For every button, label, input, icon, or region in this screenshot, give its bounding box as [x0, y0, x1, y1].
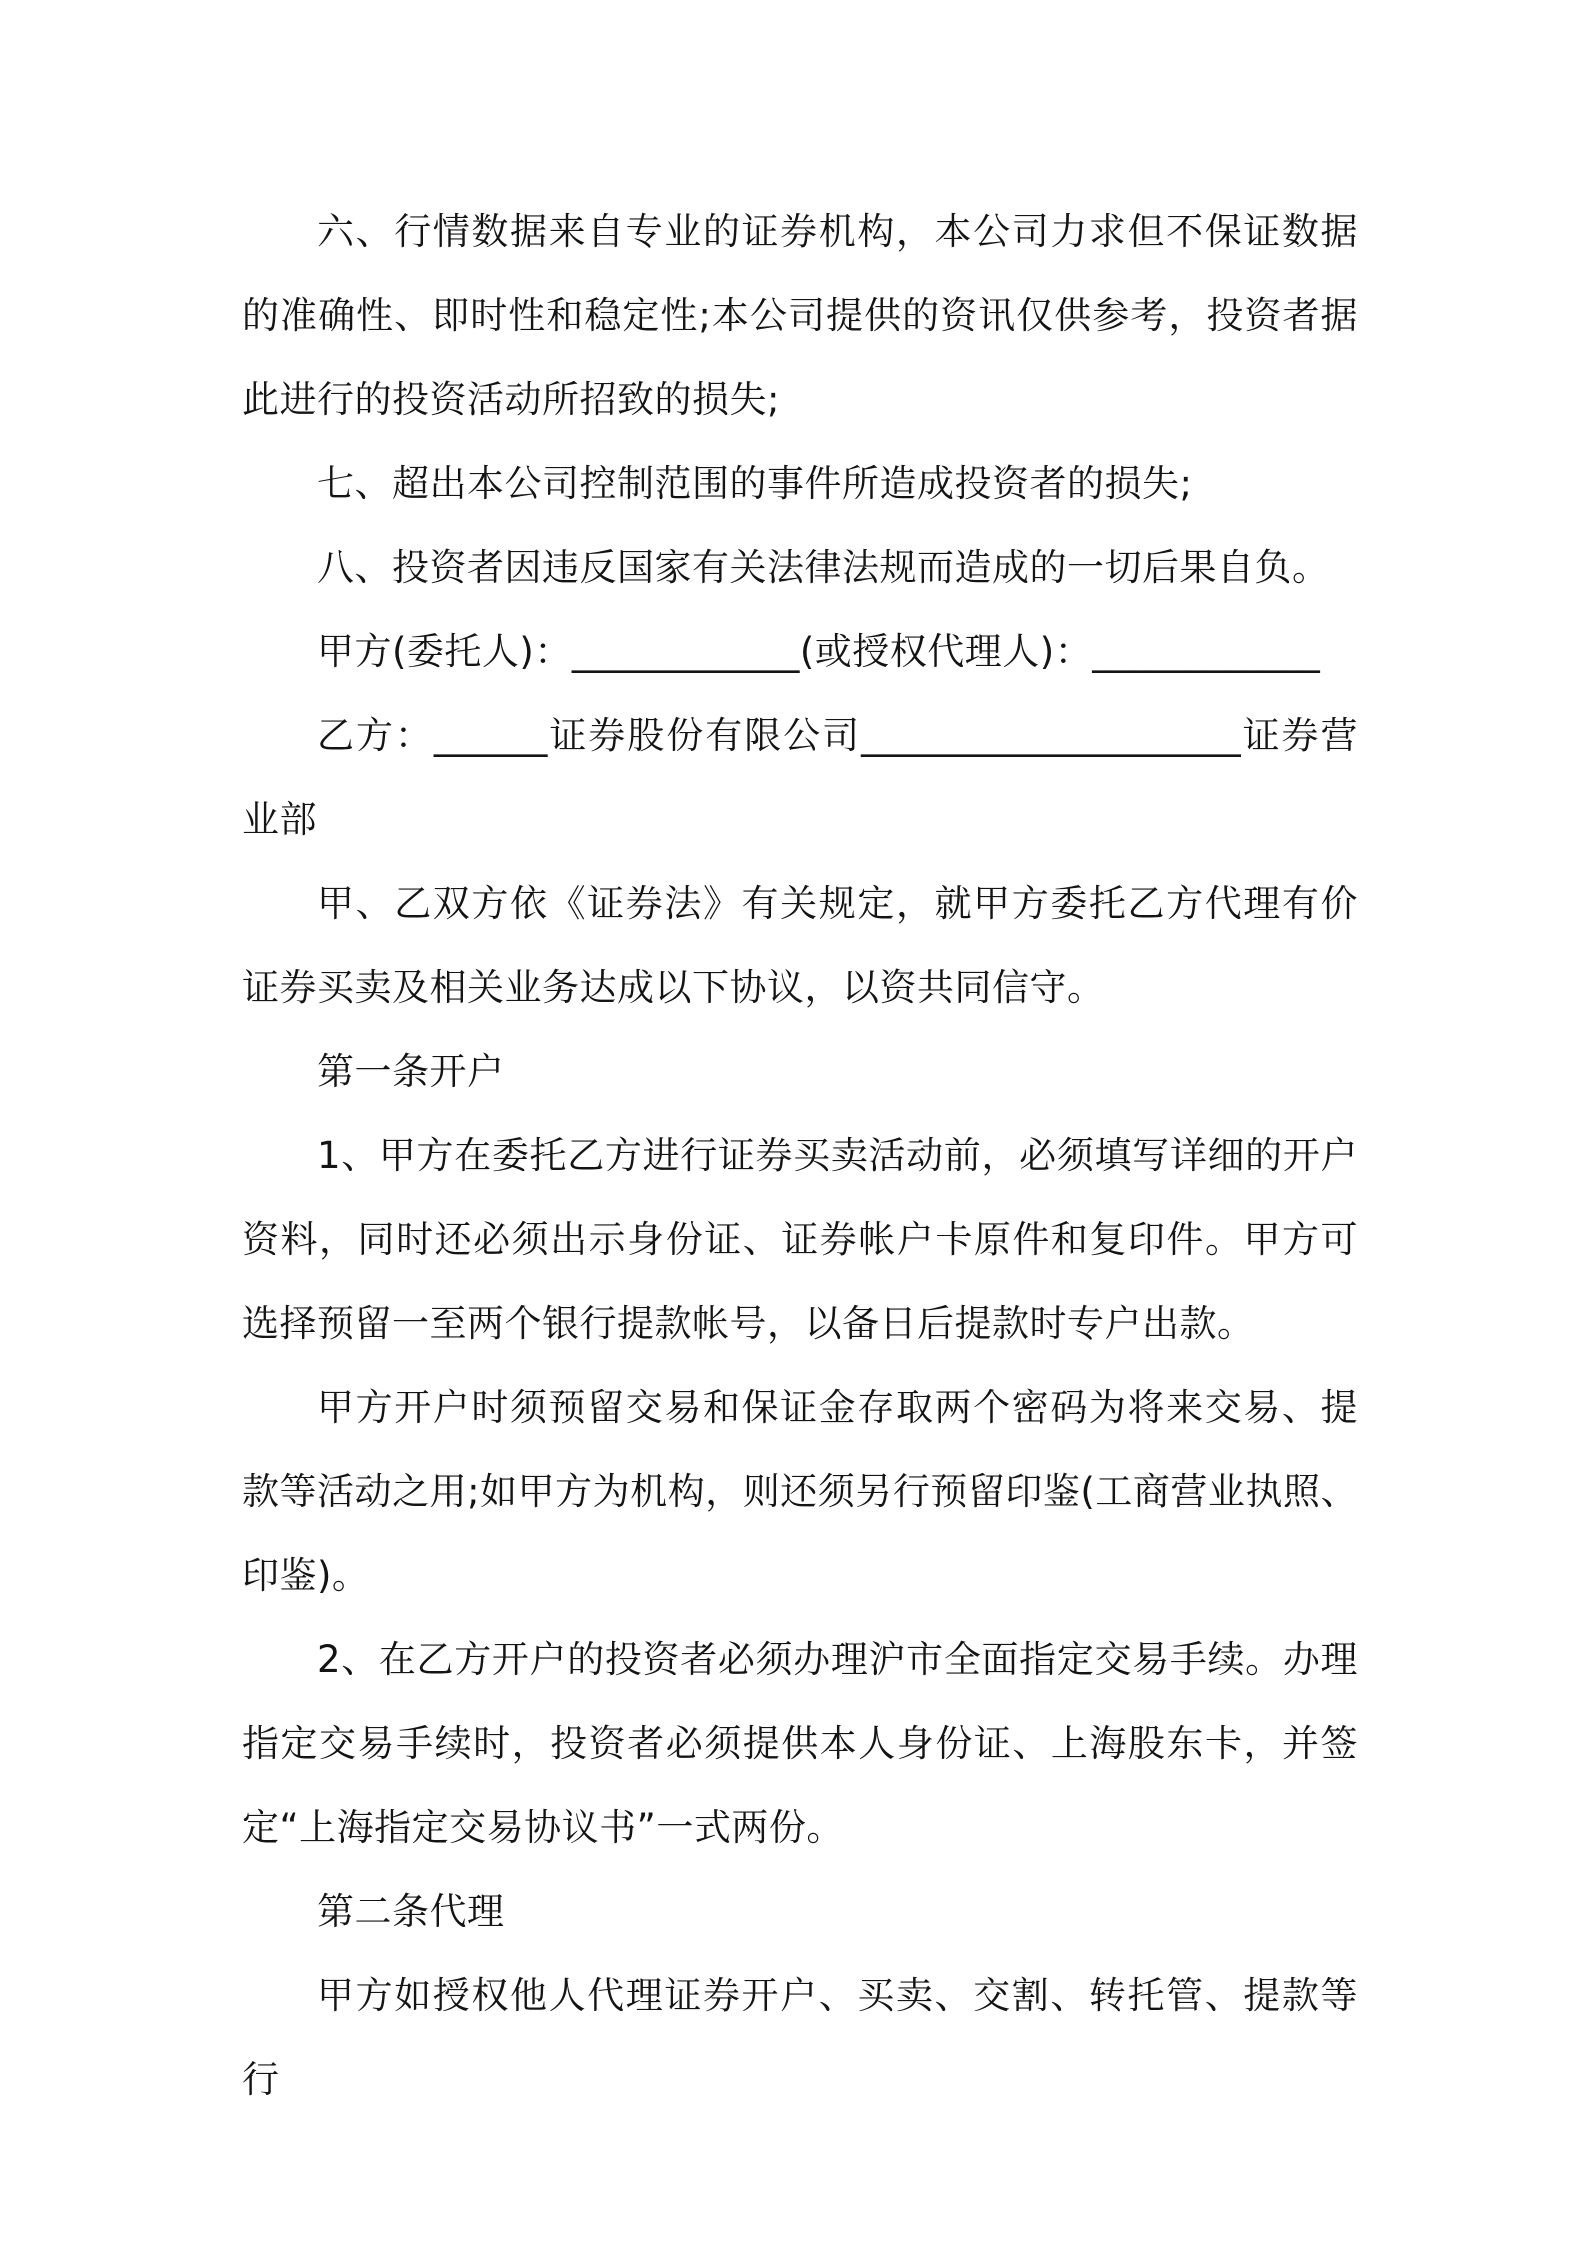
article-one-heading: 第一条开户: [317, 1050, 505, 1093]
clause-eight-paragraph: 八、投资者因违反国家有关法律法规而造成的一切后果自负。: [317, 546, 1330, 589]
article-one-item-one: 1、甲方在委托乙方进行证券买卖活动前，必须填写详细的开户资料，同时还必须出示身份证、证券帐户卡原件和复印件。甲方可选择预留一至两个银行提款帐号，以备日后提款时专户出款。: [242, 1134, 1358, 1345]
party-a-signature-line: 甲方(委托人)：____________(或授权代理人)：____________: [317, 630, 1321, 673]
article-two-heading: 第二条代理: [317, 1890, 505, 1933]
article-one-item-two: 2、在乙方开户的投资者必须办理沪市全面指定交易手续。办理指定交易手续时，投资者必须提供本人身份证、上海股东卡，并签定“上海指定交易协议书”一式两份。: [242, 1638, 1358, 1849]
document-body: [242, 0, 1358, 2122]
article-two-paragraph: 甲方如授权他人代理证券开户、买卖、交割、转托管、提款等行: [242, 1974, 1358, 2101]
party-b-signature-line: 乙方：______证券股份有限公司____________________证券营业部: [242, 714, 1358, 841]
clause-seven-paragraph: 七、超出本公司控制范围的事件所造成投资者的损失;: [317, 462, 1193, 505]
article-one-password-paragraph: 甲方开户时须预留交易和保证金存取两个密码为将来交易、提款等活动之用;如甲方为机构，则还须另行预留印鉴(工商营业执照、印鉴)。: [242, 1386, 1358, 1597]
clause-six-paragraph: 六、行情数据来自专业的证券机构，本公司力求但不保证数据的准确性、即时性和稳定性;本公司提供的资讯仅供参考，投资者据此进行的投资活动所招致的损失;: [242, 210, 1358, 421]
agreement-preamble-paragraph: 甲、乙双方依《证券法》有关规定，就甲方委托乙方代理有价证券买卖及相关业务达成以下协议，以资共同信守。: [242, 882, 1358, 1009]
